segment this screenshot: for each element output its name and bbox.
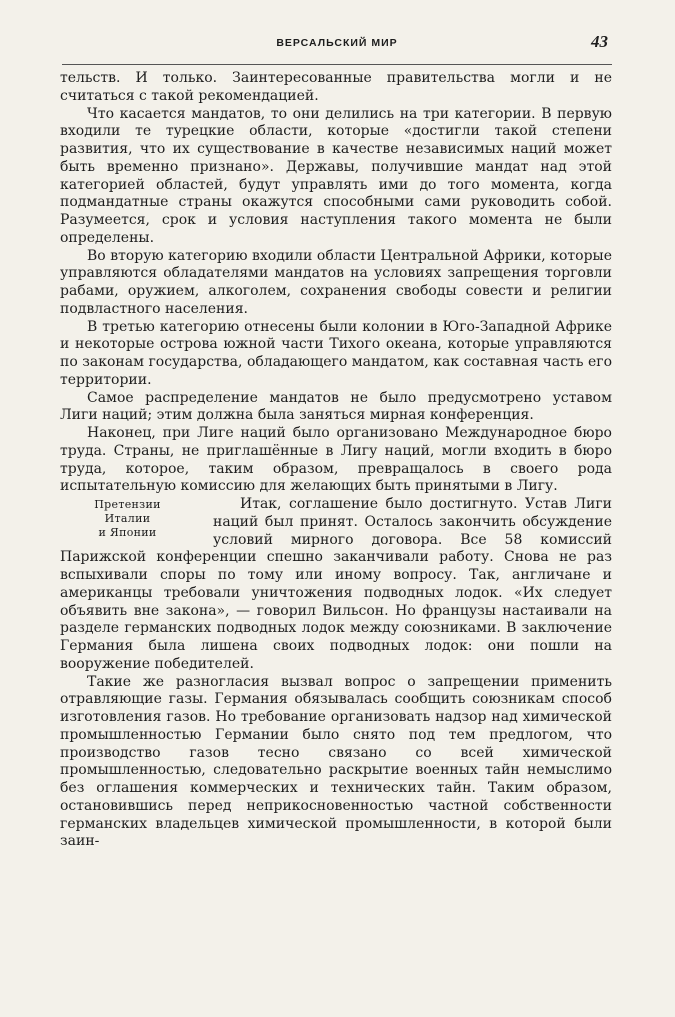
section-paragraph: Итак, соглашение было достигнуто. Устав Лиги наций был принят. Осталось закончить обсуждение условий мирного договора. Все 58 комиссий Парижской конференции спешно заканчивали работу. Снова не раз вспыхивали споры по тому или иному вопросу. Так, англичане и американцы требовали уничтожения подводных лодок. «Их следует объявить вне закона», — говорил Вильсон. Но французы настаивали на разделе германских подводных лодок между союзниками. В заключение Германия была лишена своих подводных лодок: они пошли на вооружение победителей. — [60, 496, 612, 672]
paragraph: тельств. И только. Заинтересованные правительства могли и не считаться с такой рекомендацией. — [60, 70, 612, 104]
margin-heading-line: Претензии — [94, 498, 161, 511]
margin-heading-line: Италии — [104, 512, 151, 525]
paragraph: Во вторую категорию входили области Центральной Африки, которые управляются обладателями мандатов на условиях запрещения торговли рабами, оружием, алкоголем, сохранения свободы совести и религии подвластного населения. — [60, 247, 612, 317]
margin-heading-line: и Японии — [98, 526, 157, 539]
paragraph: В третью категорию отнесены были колонии в Юго-Западной Африке и некоторые острова южной части Тихого океана, которые управляются по законам государства, обладающего мандатом, как составная часть его территории. — [60, 318, 612, 388]
page-number: 43 — [591, 32, 608, 51]
header-rule — [62, 64, 612, 65]
paragraph: Наконец, при Лиге наций было организовано Международное бюро труда. Страны, не приглашённые в Лигу наций, могли входить в бюро труда, которое, таким образом, превращалось в своего рода испытательную комиссию для желающих быть принятыми в Лигу. — [60, 425, 612, 495]
paragraph: Самое распределение мандатов не было предусмотрено уставом Лиги наций; этим должна была заняться мирная конференция. — [60, 389, 612, 424]
paragraph: Такие же разногласия вызвал вопрос о запрещении применить отравляющие газы. Германия обязывалась сообщить союзникам способ изготовления газов. Но требование организовать надзор над химической промышленностью Германии было снято под тем предлогом, что производство газов тесно связано со всей химической промышленностью, следовательно раскрытие военных тайн немыслимо без оглашения коммерческих и технических тайн. Таким образом, остановившись перед неприкосновенностью частной собственности германских владельцев химической промышленности, в которой были заин- — [60, 673, 612, 850]
body-text — [60, 70, 612, 851]
paragraph: Что касается мандатов, то они делились на три категории. В первую входили те турецкие области, которые «достигли такой степени развития, что их существование в качестве независимых наций может быть временно признано». Державы, получившие мандат над этой категорией областей, будут управлять ими до того момента, когда подмандатные страны окажутся способными сами руководить собой. Разумеется, срок и условия наступления такого момента не были определены. — [60, 105, 612, 246]
running-head: ВЕРСАЛЬСКИЙ МИР — [276, 37, 398, 49]
page-header — [62, 33, 612, 55]
margin-heading — [60, 498, 195, 540]
